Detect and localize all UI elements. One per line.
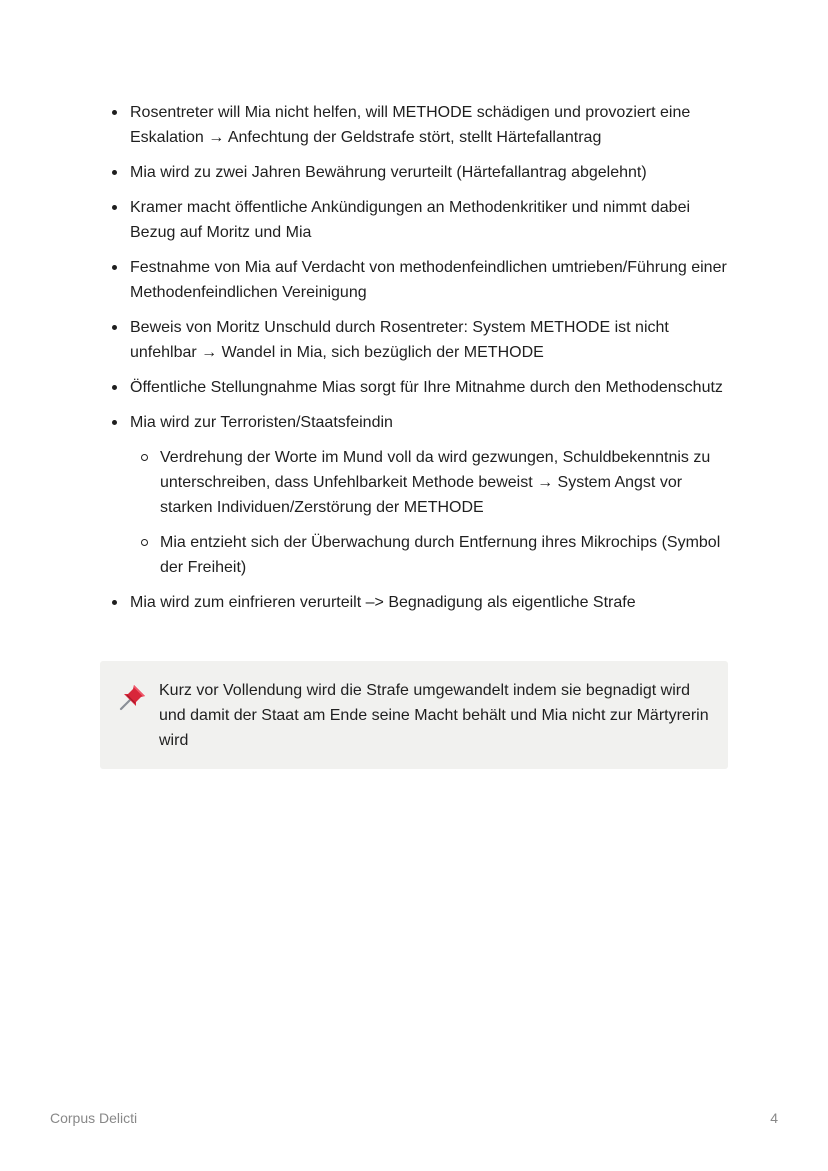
list-item — [100, 100, 728, 150]
list-item-text: Mia wird zur Terroristen/Staatsfeindin — [130, 414, 393, 431]
bullet-dot — [112, 110, 117, 115]
list-item-text: Öffentliche Stellungnahme Mias sorgt für Ihre Mitnahme durch den Methodenschutz — [130, 379, 723, 396]
list-item — [100, 195, 728, 245]
list-item-text: Mia wird zum einfrieren verurteilt –> Begnadigung als eigentliche Strafe — [130, 594, 636, 611]
bullet-dot — [112, 420, 117, 425]
list-item — [100, 410, 728, 580]
list-item-text: Mia wird zu zwei Jahren Bewährung verurteilt (Härtefallantrag abgelehnt) — [130, 164, 647, 181]
list-item-text: Rosentreter will Mia nicht helfen, will METHODE schädigen und provoziert eine Eskalation → Anfechtung der Geldstrafe stört, stellt Härtefallantrag — [130, 104, 691, 146]
sub-list-item — [130, 445, 728, 520]
bullet-dot — [112, 385, 117, 390]
pushpin-icon — [117, 681, 149, 713]
callout-text: Kurz vor Vollendung wird die Strafe umgewandelt indem sie begnadigt wird und damit der Staat am Ende seine Macht behält und Mia nicht zur Märtyrerin wird — [159, 682, 709, 749]
list-item — [100, 255, 728, 305]
sub-list-item-text: Mia entzieht sich der Überwachung durch Entfernung ihres Mikrochips (Symbol der Freiheit) — [160, 534, 721, 576]
footer-document-title: Corpus Delicti — [50, 1110, 138, 1126]
sub-bullet-list — [130, 445, 728, 580]
callout-box — [100, 661, 728, 769]
bullet-dot — [112, 170, 117, 175]
bullet-circle — [141, 454, 148, 461]
document-body — [100, 100, 728, 625]
list-item-text: Kramer macht öffentliche Ankündigungen an Methodenkritiker und nimmt dabei Bezug auf Moritz und Mia — [130, 199, 691, 241]
bullet-list — [100, 100, 728, 615]
list-item-text: Beweis von Moritz Unschuld durch Rosentreter: System METHODE ist nicht unfehlbar → Wandel in Mia, sich bezüglich der METHODE — [130, 319, 669, 361]
bullet-dot — [112, 600, 117, 605]
sub-list-item — [130, 530, 728, 580]
list-item — [100, 590, 728, 615]
bullet-dot — [112, 325, 117, 330]
footer-page-number: 4 — [770, 1110, 778, 1126]
list-item — [100, 315, 728, 365]
list-item — [100, 160, 728, 185]
bullet-circle — [141, 539, 148, 546]
list-item — [100, 375, 728, 400]
sub-list-item-text: Verdrehung der Worte im Mund voll da wird gezwungen, Schuldbekenntnis zu unterschreiben, dass Unfehlbarkeit Methode beweist → System Angst vor starken Individuen/Zerstörung der METHODE — [160, 449, 711, 516]
list-item-text: Festnahme von Mia auf Verdacht von methodenfeindlichen umtrieben/Führung einer Methodenfeindlichen Vereinigung — [130, 259, 727, 301]
bullet-dot — [112, 205, 117, 210]
bullet-dot — [112, 265, 117, 270]
